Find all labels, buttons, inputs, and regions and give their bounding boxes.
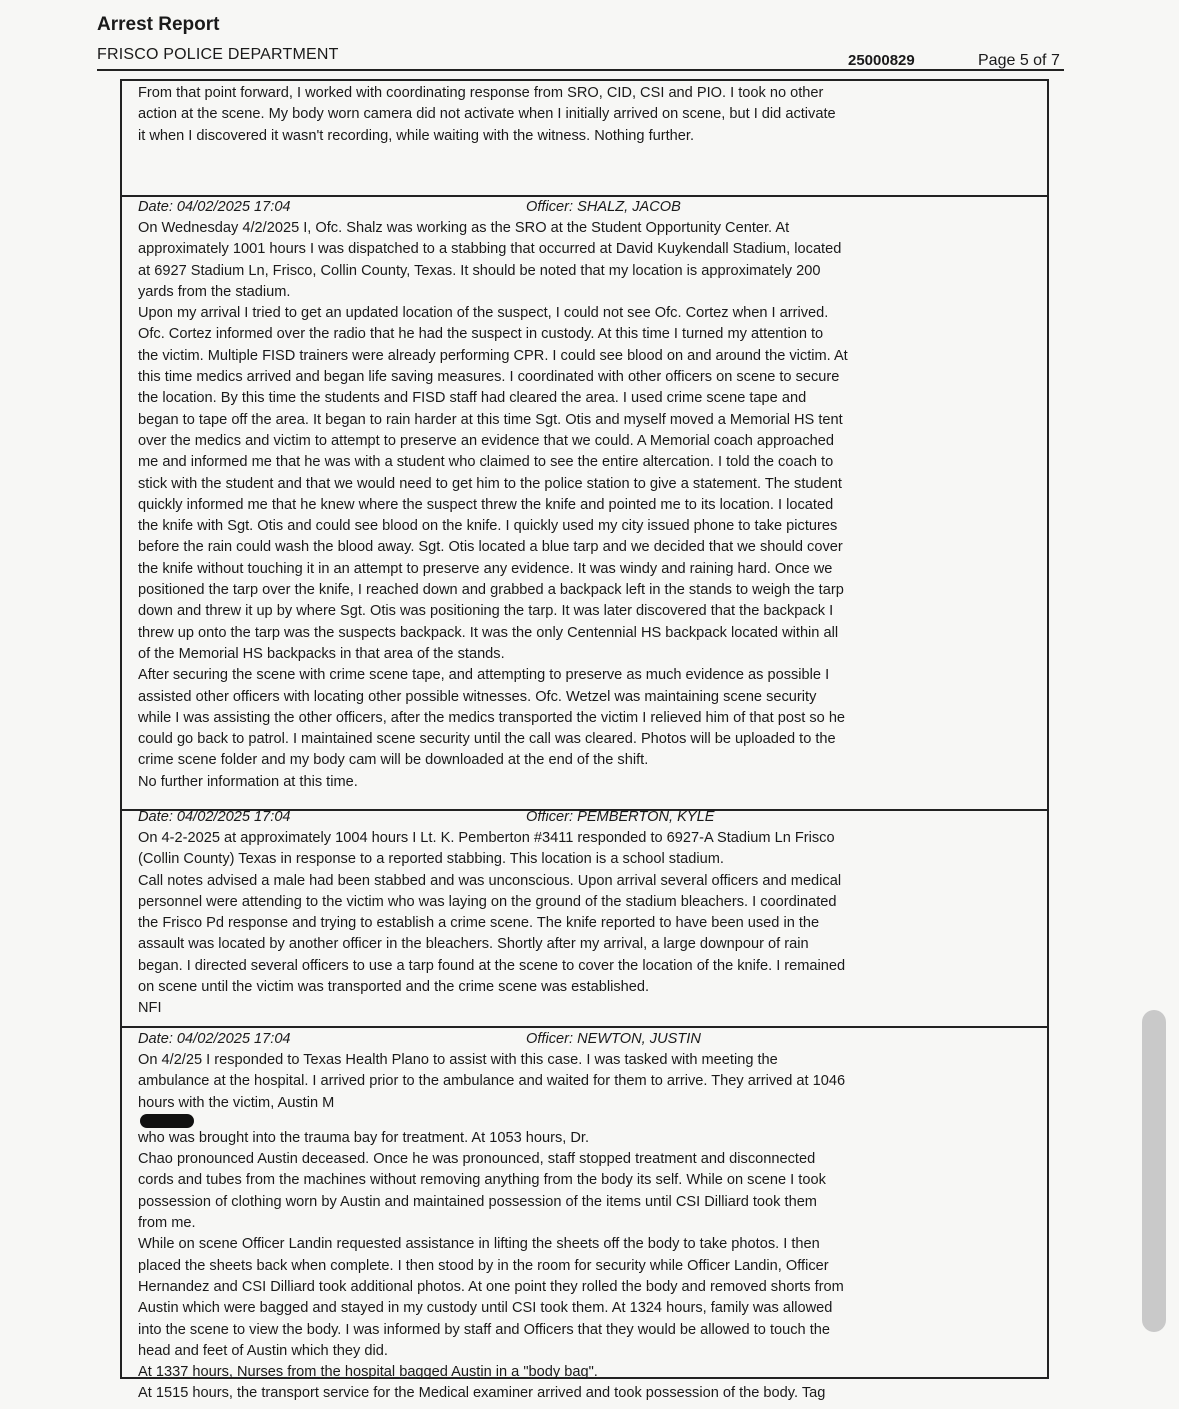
text-line: positioned the tarp over the knife, I reached down and grabbed a backpack left in the stands to weigh the tarp [138,582,844,599]
text-line: the knife with Sgt. Otis and could see blood on the knife. I quickly used my city issued phone to take pictures [138,518,838,535]
text-line: While on scene Officer Landin requested assistance in lifting the sheets off the body to take photos. I then [138,1236,820,1253]
page-number: Page 5 of 7 [978,52,1060,69]
header-rule [97,69,1064,71]
text-line: head and feet of Austin which they did. [138,1342,388,1359]
entry-date: Date: 04/02/2025 17:04 [138,199,291,215]
entry-date: Date: 04/02/2025 17:04 [138,1031,291,1047]
text-line: me and informed me that he was with a student who claimed to see the entire altercation. I told the coach to [138,454,834,471]
department-name: FRISCO POLICE DEPARTMENT [97,46,339,63]
text-line: assault was located by another officer in the bleachers. Shortly after my arrival, a large downpour of rain [138,936,809,953]
report-title: Arrest Report [97,14,220,35]
narrative-shalz [122,197,1047,793]
text-line: On Wednesday 4/2/2025 I, Ofc. Shalz was working as the SRO at the Student Opportunity Center. At [138,220,790,236]
line-text-before-redaction: hours with the victim, Austin M [138,1094,335,1111]
text-line: while I was assisting the other officers, after the medics transported the victim I relieved him of that post so he [138,709,846,726]
narrative-frame [120,79,1049,1402]
text-line: yards from the stadium. [138,283,291,300]
text-line: assisted other officers with locating other possible witnesses. Ofc. Wetzel was maintaining scene security [138,688,817,705]
text-line: No further information at this time. [138,773,358,790]
text-line: on scene until the victim was transported and the crime scene was established. [138,979,650,996]
text-line: crime scene folder and my body cam will be downloaded at the end of the shift. [138,752,649,769]
text-line: At 1515 hours, the transport service for the Medical examiner arrived and took possession of the body. Tag [138,1385,826,1402]
text-line: this time medics arrived and began life saving measures. I coordinated with other officers on scene to secure [138,369,840,386]
text-line: Chao pronounced Austin deceased. Once he was pronounced, staff stopped treatment and disconnected [138,1151,816,1168]
text-line: Upon my arrival I tried to get an updated location of the suspect, I could not see Ofc. Cortez when I arrived. [138,305,829,322]
text-line: NFI [138,1000,162,1017]
entry-text [138,828,1047,1020]
text-line: ambulance at the hospital. I arrived prior to the ambulance and waited for them to arrive. They arrived at 1046 [138,1073,846,1090]
line-text-after-redaction: who was brought into the trauma bay for treatment. At 1053 hours, Dr. [138,1129,590,1146]
text-line: threw up onto the tarp was the suspects backpack. It was the only Centennial HS backpack located within all [138,624,839,641]
entry-officer: Officer: SHALZ, JACOB [526,199,681,215]
text-line: stick with the student and that we would need to get him to the police station to give a statement. The student [138,475,842,492]
text-line: Ofc. Cortez informed over the radio that he had the suspect in custody. At this time I turned my attention to [138,326,824,343]
narrative-intro [122,83,1047,147]
text-line: into the scene to view the body. I was informed by staff and Officers that they would be allowed to touch the [138,1321,830,1338]
text-line: personnel were attending to the victim who was laying on the ground of the stadium bleachers. I coordinated [138,893,837,910]
text-line: quickly informed me that he knew where the suspect threw the knife and pointed me to its location. I located [138,496,834,513]
entry-text [138,218,1047,793]
intro-text [138,83,1047,147]
entry-officer: Officer: PEMBERTON, KYLE [526,809,715,825]
text-line: possession of clothing worn by Austin and maintained possession of the items until CSI Dilliard took them [138,1193,817,1210]
redacted-line [138,1093,1047,1150]
text-line: the knife without touching it in an attempt to preserve any evidence. It was windy and raining hard. Once we [138,560,833,577]
text-line: at 6927 Stadium Ln, Frisco, Collin County, Texas. It should be noted that my location is approximately 200 [138,262,821,279]
entry-date: Date: 04/02/2025 17:04 [138,809,291,825]
text-line: it when I discovered it wasn't recording, while waiting with the witness. Nothing further. [138,127,694,144]
text-line: from me. [138,1215,196,1232]
text-line: began to tape off the area. It began to rain harder at this time Sgt. Otis and myself moved a Memorial HS tent [138,411,843,428]
text-line: the victim. Multiple FISD trainers were already performing CPR. I could see blood on and around the victim. At [138,347,848,364]
text-line: down and threw it up by where Sgt. Otis was positioning the tarp. It was later discovered that the backpack I [138,603,834,620]
text-line: the Frisco Pd response and trying to establish a crime scene. The knife reported to have been used in the [138,915,820,932]
entry-header [138,807,1047,828]
text-line: placed the sheets back when complete. I then stood by in the room for security while Officer Landin, Officer [138,1257,829,1274]
text-line: Austin which were bagged and stayed in my custody until CSI took them. At 1324 hours, family was allowed [138,1300,833,1317]
entry-header [138,197,1047,218]
text-line: (Collin County) Texas in response to a reported stabbing. This location is a school stadium. [138,851,724,868]
scrollbar-thumb[interactable] [1142,1010,1166,1332]
text-line: From that point forward, I worked with coordinating response from SRO, CID, CSI and PIO. I took no other [138,85,824,101]
text-line: After securing the scene with crime scene tape, and attempting to preserve as much evidence as possible I [138,667,830,684]
text-line: On 4-2-2025 at approximately 1004 hours I Lt. K. Pemberton #3411 responded to 6927-A Stadium Ln Frisco [138,830,835,846]
text-line: the location. By this time the students and FISD staff had cleared the area. I used crime scene tape and [138,390,807,407]
text-line: action at the scene. My body worn camera did not activate when I initially arrived on scene, but I did activate [138,106,836,123]
text-line: could go back to patrol. I maintained scene security until the call was cleared. Photos will be uploaded to the [138,731,836,748]
redaction-mark [140,1114,194,1128]
case-number: 25000829 [848,52,915,69]
text-line: On 4/2/25 I responded to Texas Health Plano to assist with this case. I was tasked with meeting the [138,1052,778,1068]
text-line: over the medics and victim to attempt to preserve an evidence that we could. A Memorial coach approached [138,432,835,449]
entry-officer: Officer: NEWTON, JUSTIN [526,1031,701,1047]
text-line: Hernandez and CSI Dilliard took additional photos. At one point they rolled the body and removed shorts from [138,1278,844,1295]
text-line: of the Memorial HS backpacks in that area of the stands. [138,645,505,662]
text-line: began. I directed several officers to use a tarp found at the scene to cover the location of the knife. I remained [138,957,846,974]
text-line: cords and tubes from the machines without removing anything from the body its self. While on scene I took [138,1172,826,1189]
text-line: Call notes advised a male had been stabbed and was unconscious. Upon arrival several officers and medical [138,872,842,889]
narrative-pemberton [122,807,1047,1020]
text-line: At 1337 hours, Nurses from the hospital bagged Austin in a "body bag". [138,1364,598,1381]
entry-header [138,1029,1047,1050]
narrative-newton [122,1029,1047,1405]
text-line: before the rain could wash the blood away. Sgt. Otis located a blue tarp and we decided that we should cover [138,539,843,556]
section-divider [122,1026,1047,1028]
text-line: approximately 1001 hours I was dispatched to a stabbing that occurred at David Kuykendall Stadium, located [138,241,842,258]
entry-text [138,1050,1047,1405]
